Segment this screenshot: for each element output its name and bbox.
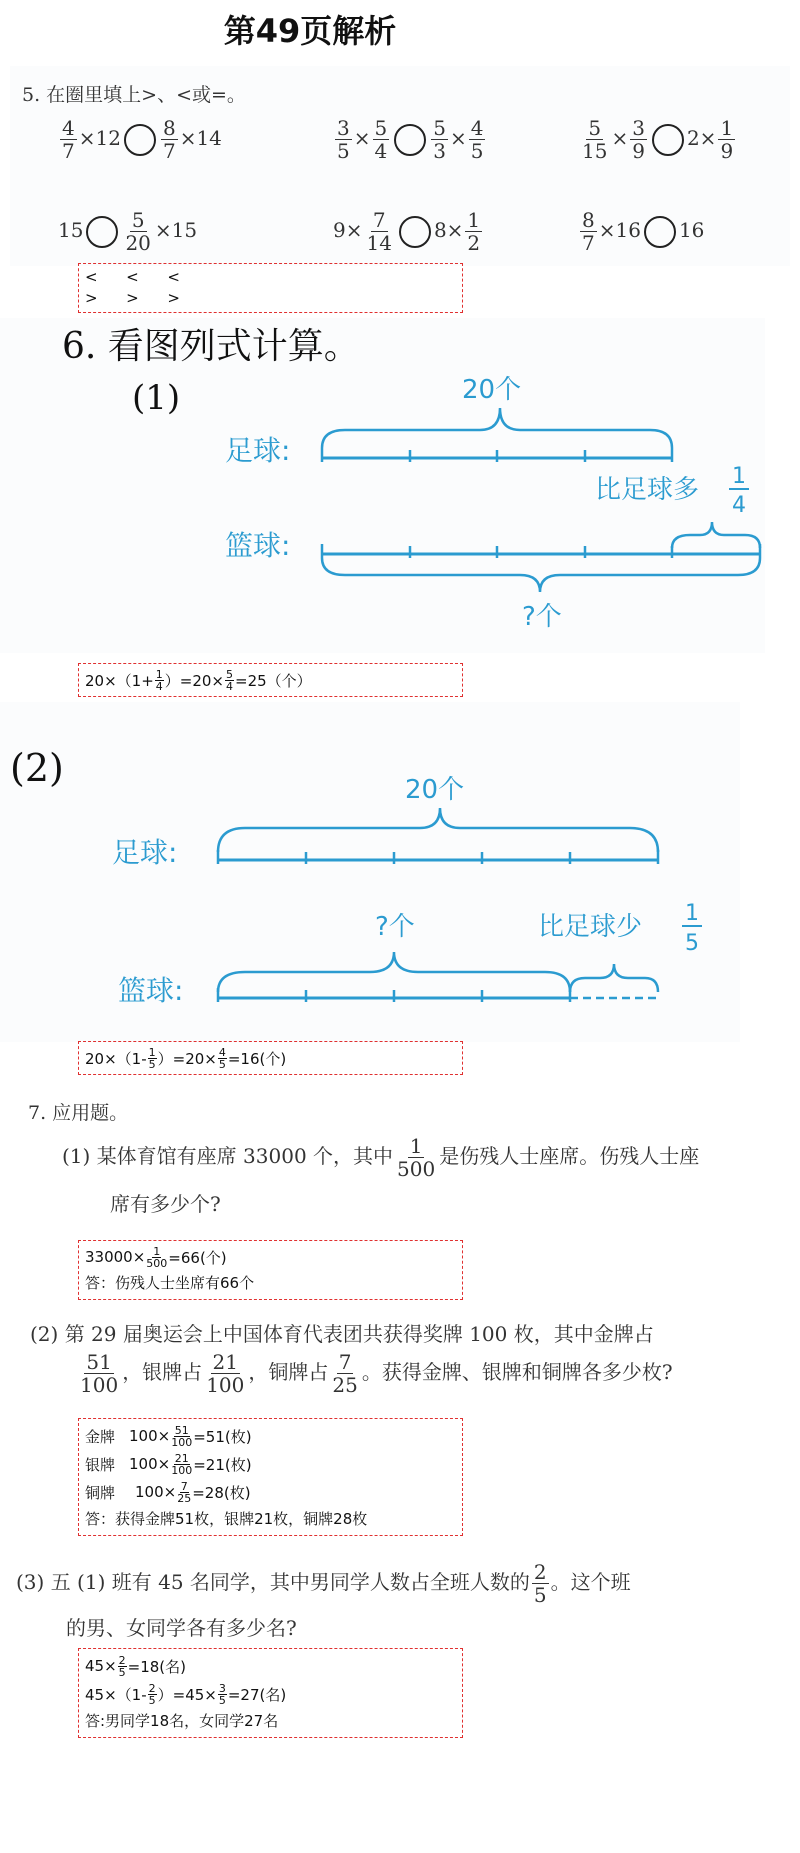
q6-part2-answer: 20×（1- 1 5 ）=20× $\frac{4}{5}$ =16(个) <box>78 1041 463 1075</box>
q5-item-3: $\frac{5}{15}$ × $\frac{3}{9}$ 2× $\frac{1}{9}$ <box>582 116 734 163</box>
less-label: 比足球少 <box>538 912 643 942</box>
q7-p2-answer: 金牌 100× $\frac{51}{100}$ =51(枚) 银牌 100× $\frac{21}{100}$ =21(枚) 铜牌 100× $\frac{7}{25}$ =28(枚) 答：获得金牌51枚，银牌21枚，铜牌28枚 <box>78 1418 463 1536</box>
q5-item-2: $\frac{3}{5}$ × $\frac{5}{4}$ $\frac{5}{3}$ × $\frac{4}{5}$ <box>337 116 484 163</box>
q7-p1-text-cont: 席有多少个? <box>110 1192 221 1216</box>
unknown-brace <box>218 952 570 992</box>
q7-instruction: 7. 应用题。 <box>28 1102 129 1124</box>
q5-answer-line1: < < < <box>85 267 180 286</box>
unknown-label: ?个 <box>375 912 415 942</box>
more-numerator: 1 <box>732 464 746 489</box>
q7-p2-text: (2) 第 29 届奥运会上中国体育代表团共获得奖牌 100 枚，其中金牌占 <box>30 1322 654 1346</box>
more-label: 比足球多 <box>595 475 700 505</box>
compare-circle[interactable] <box>124 124 156 156</box>
basketball-label: 篮球: <box>225 529 291 562</box>
less-numerator: 1 <box>685 901 699 926</box>
top-total-label: 20个 <box>462 375 522 405</box>
page-title: 第49页解析 <box>223 12 397 50</box>
q6-part2-label: (2) <box>10 746 64 790</box>
q5-answer-box <box>78 263 463 313</box>
top-total-label: 20个 <box>405 775 465 805</box>
q5-instruction: 5. 在圈里填上>、<或=。 <box>22 84 246 106</box>
more-denominator: 4 <box>732 493 746 518</box>
q6-part1-diagram <box>0 370 780 650</box>
football-label: 足球: <box>225 434 291 467</box>
q7-p3-text: (3) 五 (1) 班有 45 名同学，其中男同学人数占全班人数的 $\frac{2}{5}$ 。这个班 <box>16 1560 631 1607</box>
q7-p2-text-cont: $\frac{51}{100}$ ，银牌占 $\frac{21}{100}$ ，铜牌占 $\frac{7}{25}$ 。获得金牌、银牌和铜牌各多少枚? <box>80 1350 673 1397</box>
less-denominator: 5 <box>685 931 699 956</box>
q5-item-5: 9× $\frac{7}{14}$ 8× $\frac{1}{2}$ <box>333 208 481 255</box>
compare-circle[interactable] <box>399 216 431 248</box>
q5-answer-line2: > > > <box>85 288 180 307</box>
more-brace <box>672 522 760 548</box>
q6-part2-diagram <box>0 760 760 1020</box>
compare-circle[interactable] <box>86 216 118 248</box>
compare-circle[interactable] <box>644 216 676 248</box>
q7-p3-answer: 45× $\frac{2}{5}$ =18(名) 45×（1- 2 5 ）=45× $\frac{3}{5}$ =27(名) 答:男同学18名，女同学27名 <box>78 1648 463 1738</box>
q6-instruction: 6. 看图列式计算。 <box>62 326 360 367</box>
q7-p3-text-cont: 的男、女同学各有多少名? <box>66 1616 297 1640</box>
q6-part1-answer: 20×（1+ $\frac{1}{4}$ ）=20× $\frac{5}{4}$ =25（个） <box>78 663 463 697</box>
q7-p1-text: (1) 某体育馆有座席 33000 个，其中 $\frac{1}{500}$ 是伤残人士座席。伤残人士座 <box>62 1134 700 1181</box>
q5-item-6: $\frac{8}{7}$ ×16 16 <box>582 208 705 255</box>
compare-circle[interactable] <box>652 124 684 156</box>
less-brace <box>570 964 658 992</box>
top-brace <box>218 808 658 852</box>
bottom-brace <box>322 558 760 592</box>
q5-item-1: $\frac{4}{7}$ ×12 $\frac{8}{7}$ ×14 <box>62 116 222 163</box>
top-brace <box>322 408 672 448</box>
compare-circle[interactable] <box>394 124 426 156</box>
football-label: 足球: <box>112 836 178 869</box>
basketball-label: 篮球: <box>118 974 184 1007</box>
q6-part1-label: (1) <box>132 378 181 418</box>
q7-p1-answer: 33000× $\frac{1}{500}$ =66(个) 答：伤残人士坐席有66个 <box>78 1240 463 1300</box>
q5-item-4: 15 $\frac{5}{20}$ ×15 <box>58 208 198 255</box>
unknown-label: ?个 <box>522 602 562 632</box>
